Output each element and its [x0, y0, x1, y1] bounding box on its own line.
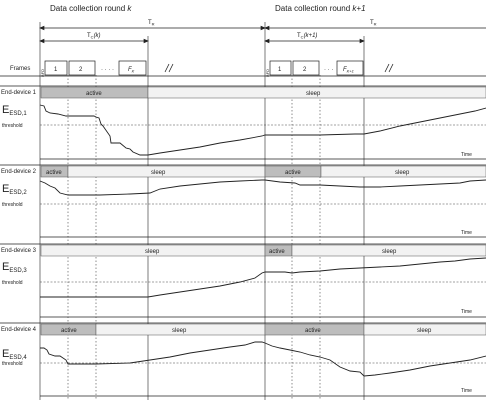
break-mark-2	[385, 64, 393, 72]
round-k-frames	[40, 61, 146, 77]
device-3-energy-curve	[40, 258, 486, 297]
device-3-panel	[0, 244, 486, 317]
device-2-bar-sleep-2-label: sleep	[395, 170, 410, 176]
frame-dots-k1: · · ·	[324, 67, 334, 73]
tc-k-label: $T_C(k)$	[87, 33, 101, 40]
bfd-k1: BFD	[265, 69, 270, 77]
bfd-k: BFD	[40, 69, 45, 77]
device-2-bar-active-2-label: active	[285, 170, 301, 176]
device-2-esd: EESD,2	[2, 183, 27, 196]
frame-2-k-label: 2	[79, 67, 83, 73]
device-2-bar-sleep-1	[68, 166, 265, 177]
device-4-esd: EESD,4	[2, 348, 27, 361]
device-2-energy-curve	[40, 180, 486, 195]
device-2-bar-sleep-1-label: sleep	[151, 170, 166, 176]
frame-1-k-label: 1	[54, 67, 58, 73]
break-mark-1	[165, 64, 173, 72]
tr-round-k1-arrow	[265, 26, 486, 29]
device-3-name: End-device 3	[1, 248, 37, 254]
device-4-bar-active-1-label: active	[61, 328, 77, 334]
device-2-bar-active-1-label: active	[46, 170, 62, 176]
round-k1-frames	[265, 61, 363, 77]
tr-round-k-label: $T_R$	[148, 20, 155, 27]
device-4-name: End-device 4	[1, 327, 37, 333]
device-1-bar-active-label: active	[86, 91, 102, 97]
device-4-time-label: Time	[461, 388, 472, 394]
device-1-time-label: Time	[461, 152, 472, 158]
device-1-esd: EESD,1	[2, 104, 27, 117]
device-1-threshold-label: threshold	[2, 123, 23, 129]
device-1-name: End-device 1	[1, 90, 37, 96]
device-2-panel	[0, 165, 486, 237]
round-boundaries	[40, 22, 364, 400]
device-3-time-label: Time	[461, 309, 472, 315]
tc-k1-arrow	[265, 39, 364, 42]
device-3-bar-sleep-2-label: sleep	[382, 249, 397, 255]
frames-label: Frames	[10, 66, 31, 72]
frame-1-k1-label: 1	[278, 67, 282, 73]
device-4-bar-active-2-label: active	[305, 328, 321, 334]
tr-round-k1-label: $T_R$	[370, 20, 377, 27]
device-2-threshold-label: threshold	[2, 202, 23, 208]
frame-guides	[68, 75, 320, 400]
frame-2-k1-label: 2	[303, 67, 307, 73]
tr-round-k-arrow	[40, 26, 265, 29]
device-2-name: End-device 2	[1, 169, 37, 175]
device-4-panel	[0, 323, 486, 396]
device-1-panel	[0, 86, 486, 159]
frame-dots-k: · · · ·	[101, 67, 114, 73]
round-k-title: Data collection round k	[50, 4, 132, 13]
device-3-threshold-label: threshold	[2, 280, 23, 286]
round-k1-title: Data collection round k+1	[275, 4, 366, 13]
tc-k1-label: $T_C(k+1)$	[297, 33, 318, 40]
device-4-threshold-label: threshold	[2, 361, 23, 367]
device-3-bar-active-label: active	[269, 249, 285, 255]
device-4-energy-curve	[40, 342, 486, 376]
frame-last-k-label: $F_K$	[128, 67, 135, 74]
device-3-esd: EESD,3	[2, 261, 27, 274]
device-1-energy-curve	[40, 105, 486, 155]
device-1-bar-sleep-label: sleep	[306, 91, 321, 97]
device-4-bar-sleep-2-label: sleep	[417, 328, 432, 334]
device-4-bar-sleep-1-label: sleep	[172, 328, 187, 334]
device-3-bar-sleep-1-label: sleep	[145, 249, 160, 255]
tc-k-arrow	[40, 39, 148, 42]
frame-last-k1-label: $F_{K+1}$	[343, 67, 354, 74]
device-2-time-label: Time	[461, 230, 472, 236]
